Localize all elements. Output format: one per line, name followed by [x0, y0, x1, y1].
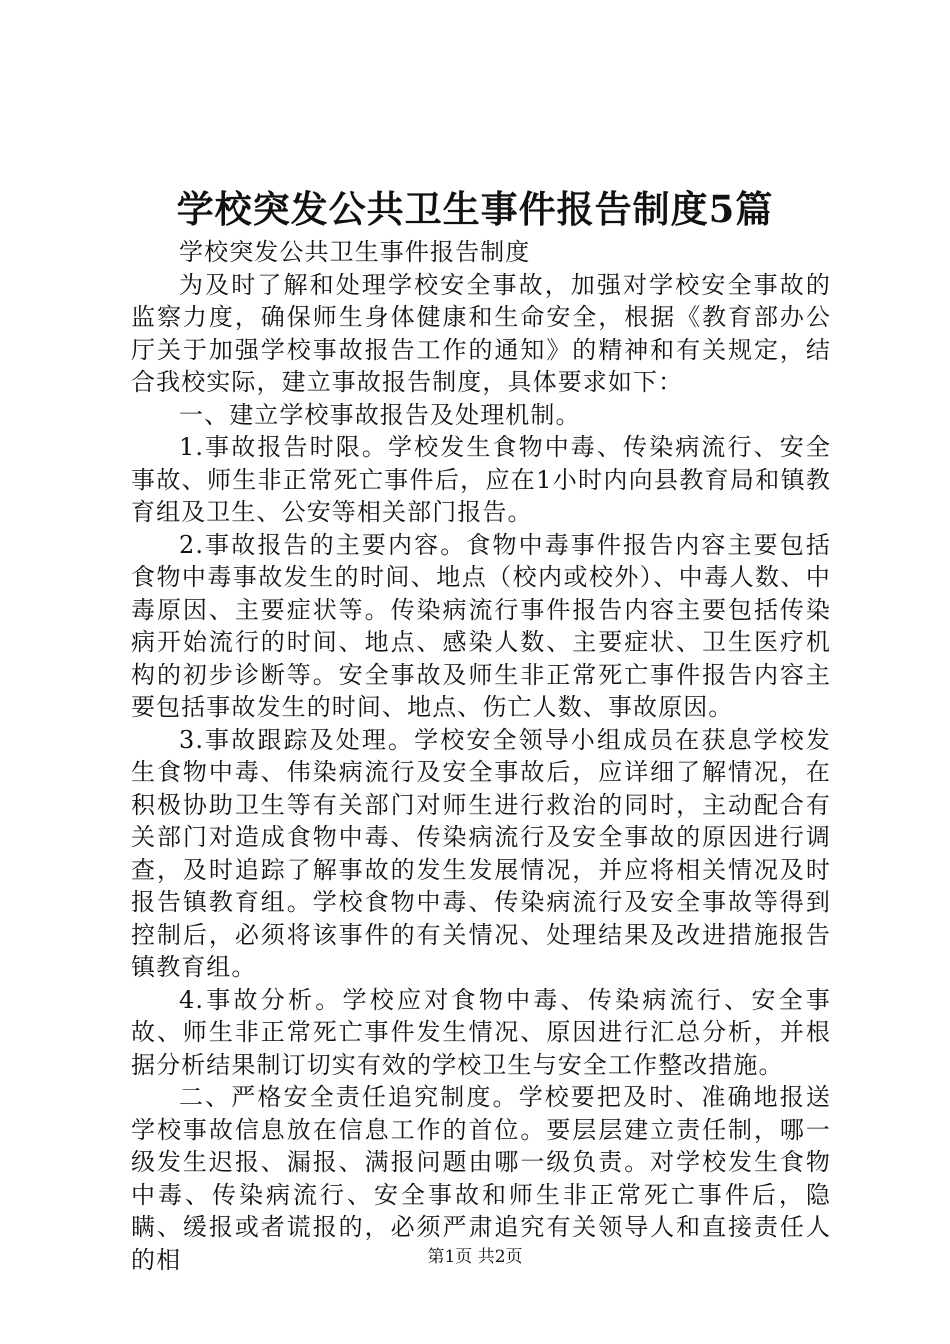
document-body: [131, 236, 831, 1276]
page-footer: 第1页 共2页: [427, 1247, 523, 1267]
paragraph-intro: 为及时了解和处理学校安全事故，加强对学校安全事故的监察力度，确保师生身体健康和生命安全，根据《教育部办公厅关于加强学校事故报告工作的通知》的精神和有关规定，结合我校实际，建立事故报告制度，具体要求如下：: [131, 270, 831, 396]
paragraph-item-3: 3.事故跟踪及处理。学校安全领导小组成员在获息学校发生食物中毒、伟染病流行及安全事故后，应详细了解情况，在积极协助卫生等有关部门对师生进行救治的同时，主动配合有关部门对造成食物中毒、传染病流行及安全事故的原因进行调查，及时追踪了解事故的发生发展情况，并应将相关情况及时报告镇教育组。学校食物中毒、传染病流行及安全事故等得到控制后，必须将该事件的有关情况、处理结果及改进措施报告镇教育组。: [131, 725, 831, 981]
paragraph-section-two: 二、严格安全责任追究制度。学校要把及时、准确地报送学校事故信息放在信息工作的首位。要层层建立责任制，哪一级发生迟报、漏报、满报问题由哪一级负责。对学校发生食物中毒、传染病流行、安全事故和师生非正常死亡事件后，隐瞒、缓报或者谎报的，必须严肃追究有关领导人和直接责任人的相: [131, 1083, 831, 1274]
document-title: 学校突发公共卫生事件报告制度5篇: [176, 187, 774, 231]
paragraph-item-1: 1.事故报告时限。学校发生食物中毒、传染病流行、安全事故、师生非正常死亡事件后，应在1小时内向县教育局和镇教育组及卫生、公安等相关部门报告。: [131, 433, 831, 526]
paragraph-item-4: 4.事故分析。学校应对食物中毒、传染病流行、安全事故、师生非正常死亡事件发生情况、原因进行汇总分析，并根据分析结果制订切实有效的学校卫生与安全工作整改措施。: [131, 985, 831, 1079]
paragraph-subtitle: 学校突发公共卫生事件报告制度: [179, 238, 531, 266]
paragraph-section-one-heading: 一、建立学校事故报告及处理机制。: [179, 400, 581, 429]
paragraph-item-2: 2.事故报告的主要内容。食物中毒事件报告内容主要包括食物中毒事故发生的时间、地点（校内或校外）、中毒人数、中毒原因、主要症状等。传染病流行事件报告内容主要包括传染病开始流行的时间、地点、感染人数、主要症状、卫生医疗机构的初步诊断等。安全事故及师生非正常死亡事件报告内容主要包括事故发生的时间、地点、伤亡人数、事故原因。: [131, 530, 831, 721]
